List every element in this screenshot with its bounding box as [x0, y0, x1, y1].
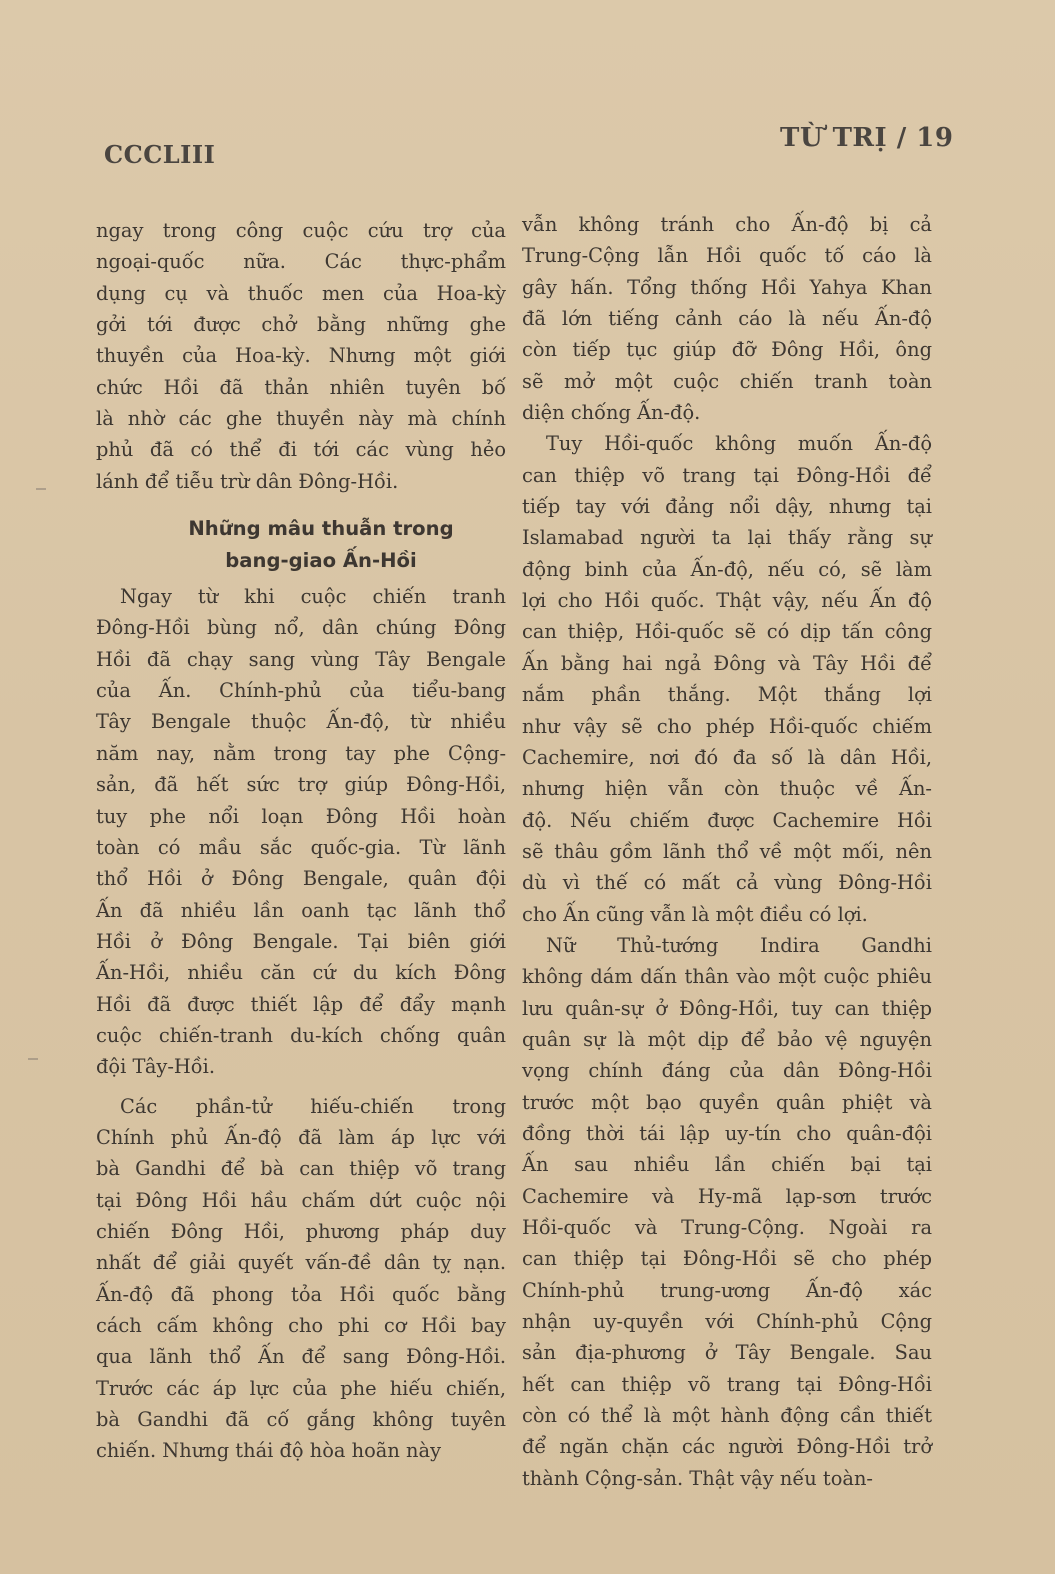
text-line: nhất để giải quyết vấn-đề dân tỵ nạn.: [96, 1251, 506, 1275]
text-line: trước một bạo quyền quân phiệt và: [522, 1090, 932, 1114]
text-line: sẽ thâu gồm lãnh thổ về một mối, nên: [522, 839, 932, 863]
text-line: Trung-Cộng lẫn Hồi quốc tố cáo là: [522, 244, 932, 268]
text-line: Chính-phủ trung-ương Ấn-độ xác: [522, 1278, 932, 1302]
text-line: Các phần-tử hiếu-chiến trong: [120, 1094, 506, 1118]
paragraph: [522, 930, 932, 1494]
text-line: Trước các áp lực của phe hiếu chiến,: [96, 1376, 506, 1400]
text-line: chức Hồi đã thản nhiên tuyên bố: [96, 375, 506, 399]
text-line: Ấn bằng hai ngả Đông và Tây Hồi để: [522, 651, 932, 675]
text-line: tại Đông Hồi hầu chấm dứt cuộc nội: [96, 1188, 506, 1212]
text-line: độ. Nếu chiếm được Cachemire Hồi: [522, 808, 932, 832]
text-line: Ấn đã nhiều lần oanh tạc lãnh thổ: [96, 898, 506, 922]
text-line: Chính phủ Ấn-độ đã làm áp lực với: [96, 1125, 506, 1149]
paragraph: [522, 428, 932, 930]
text-line: Nữ Thủ-tướng Indira Gandhi: [546, 933, 932, 957]
text-line: Cachemire và Hy-mã lạp-sơn trước: [522, 1184, 932, 1208]
text-line: không dám dấn thân vào một cuộc phiêu: [522, 965, 932, 989]
text-line: can thiệp võ trang tại Đông-Hồi để: [522, 463, 932, 487]
text-line: chiến Đông Hồi, phương pháp duy: [96, 1219, 506, 1243]
text-line: như vậy sẽ cho phép Hồi-quốc chiếm: [522, 714, 932, 738]
text-line: nắm phần thắng. Một thắng lợi: [522, 683, 932, 707]
text-line: cuộc chiến-tranh du-kích chống quân: [96, 1023, 506, 1047]
section-heading-line: bang-giao Ấn-Hồi: [225, 549, 417, 573]
text-line: Ấn-độ đã phong tỏa Hồi quốc bằng: [96, 1282, 506, 1306]
text-line: ngoại-quốc nữa. Các thực-phẩm: [96, 250, 506, 274]
paragraph: [522, 209, 932, 428]
text-line: vẫn không tránh cho Ấn-độ bị cả: [522, 213, 932, 236]
text-line: toàn có mầu sắc quốc-gia. Từ lãnh: [96, 835, 506, 859]
text-line: hết can thiệp võ trang tại Đông-Hồi: [522, 1372, 932, 1396]
text-line: phủ đã có thể đi tới các vùng hẻo: [96, 438, 506, 462]
text-line: đội Tây-Hồi.: [96, 1055, 216, 1079]
text-line: lưu quân-sự ở Đông-Hồi, tuy can thiệp: [522, 996, 932, 1020]
text-line: thổ Hồi ở Đông Bengale, quân đội: [96, 867, 506, 891]
text-line: là nhờ các ghe thuyền này mà chính: [96, 407, 506, 431]
text-line: Ấn sau nhiều lần chiến bại tại: [522, 1153, 932, 1177]
text-line: Islamabad người ta lại thấy rằng sự: [522, 526, 932, 550]
text-line: tiếp tay với đảng nổi dậy, nhưng tại: [522, 495, 932, 519]
text-line: quân sự là một dịp để bảo vệ nguyện: [522, 1027, 932, 1051]
text-line: Ấn-Hồi, nhiều căn cứ du kích Đông: [96, 961, 506, 985]
text-line: năm nay, nằm trong tay phe Cộng-: [96, 741, 506, 765]
text-line: thành Cộng-sản. Thật vậy nếu toàn-: [522, 1466, 873, 1490]
section-heading-line: Những mâu thuẫn trong: [188, 517, 454, 541]
text-line: sẽ mở một cuộc chiến tranh toàn: [522, 369, 932, 393]
text-line: dụng cụ và thuốc men của Hoa-kỳ: [96, 281, 506, 305]
page-mark: [36, 488, 46, 490]
text-line: vọng chính đáng của dân Đông-Hồi: [522, 1059, 932, 1083]
text-line: lợi cho Hồi quốc. Thật vậy, nếu Ấn độ: [522, 589, 932, 613]
text-line: đồng thời tái lập uy-tín cho quân-đội: [522, 1121, 932, 1145]
text-line: sản, đã hết sức trợ giúp Đông-Hồi,: [96, 773, 506, 797]
text-line: lánh để tiễu trừ dân Đông-Hồi.: [96, 469, 399, 493]
text-line: bà Gandhi đã cố gắng không tuyên: [96, 1408, 506, 1432]
text-line: nhưng hiện vẫn còn thuộc về Ấn-: [522, 777, 932, 801]
left-column: [96, 215, 506, 1467]
text-line: chiến. Nhưng thái độ hòa hoãn này: [96, 1439, 442, 1463]
text-line: Tuy Hồi-quốc không muốn Ấn-độ: [546, 432, 932, 456]
text-line: Ngay từ khi cuộc chiến tranh: [120, 585, 506, 609]
text-line: động binh của Ấn-độ, nếu có, sẽ làm: [522, 557, 932, 581]
right-column: [522, 209, 932, 1494]
text-line: Hồi-quốc và Trung-Cộng. Ngoài ra: [522, 1216, 932, 1239]
text-line: Tây Bengale thuộc Ấn-độ, từ nhiều: [96, 710, 506, 734]
page-mark: [28, 1058, 38, 1060]
text-line: để ngăn chặn các người Đông-Hồi trở: [522, 1435, 932, 1459]
paragraph: [96, 215, 506, 497]
text-line: cách cấm không cho phi cơ Hồi bay: [96, 1314, 506, 1337]
text-line: gởi tới được chở bằng những ghe: [96, 313, 506, 337]
text-line: qua lãnh thổ Ấn để sang Đông-Hồi.: [96, 1345, 506, 1369]
paragraph: [96, 581, 506, 1083]
text-line: của Ấn. Chính-phủ của tiểu-bang: [96, 679, 506, 703]
text-line: cho Ấn cũng vẫn là một điều có lợi.: [522, 902, 868, 926]
text-line: còn tiếp tục giúp đỡ Đông Hồi, ông: [522, 338, 932, 362]
text-line: Hồi đã chạy sang vùng Tây Bengale: [96, 647, 506, 671]
running-header: TỪ TRỊ / 19: [780, 123, 954, 153]
text-line: diện chống Ấn-độ.: [522, 401, 701, 425]
text-line: Đông-Hồi bùng nổ, dân chúng Đông: [96, 616, 506, 640]
text-line: sản địa-phương ở Tây Bengale. Sau: [522, 1341, 932, 1365]
paragraph: [96, 1091, 506, 1467]
text-line: Cachemire, nơi đó đa số là dân Hồi,: [522, 745, 932, 769]
text-line: Hồi ở Đông Bengale. Tại biên giới: [96, 929, 506, 953]
section-heading: [96, 513, 506, 577]
chapter-number: CCCLIII: [104, 140, 216, 169]
text-line: can thiệp, Hồi-quốc sẽ có dịp tấn công: [522, 620, 932, 644]
text-line: thuyền của Hoa-kỳ. Nhưng một giới: [96, 344, 506, 368]
text-line: tuy phe nổi loạn Đông Hồi hoàn: [96, 804, 506, 828]
text-line: đã lớn tiếng cảnh cáo là nếu Ấn-độ: [522, 307, 932, 331]
text-line: dù vì thế có mất cả vùng Đông-Hồi: [522, 871, 932, 895]
text-line: ngay trong công cuộc cứu trợ của: [96, 219, 506, 242]
text-line: bà Gandhi để bà can thiệp võ trang: [96, 1157, 506, 1181]
text-line: Hồi đã được thiết lập để đẩy mạnh: [96, 992, 506, 1016]
text-line: còn có thể là một hành động cần thiết: [522, 1404, 932, 1428]
text-line: nhận uy-quyền với Chính-phủ Cộng: [522, 1310, 932, 1334]
text-line: can thiệp tại Đông-Hồi sẽ cho phép: [522, 1247, 932, 1271]
text-line: gây hấn. Tổng thống Hồi Yahya Khan: [522, 275, 932, 299]
